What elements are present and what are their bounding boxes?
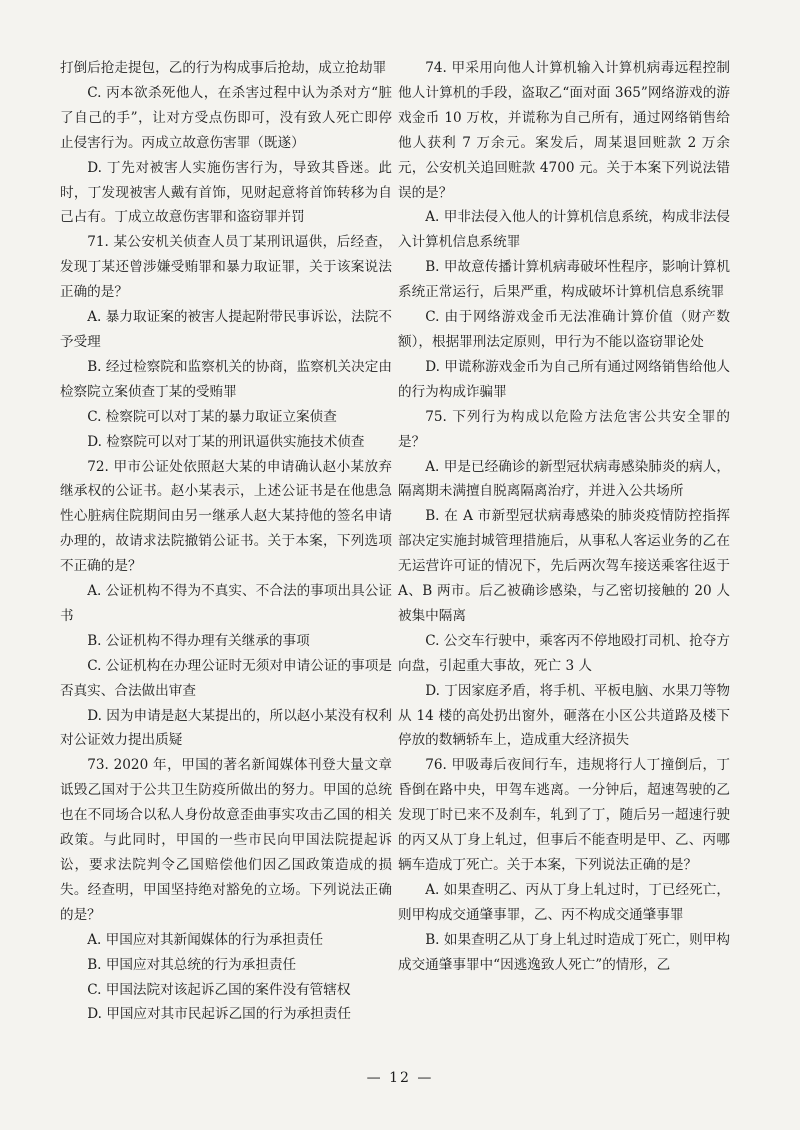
question-73-option-a: A. 甲国应对其新闻媒体的行为承担责任: [87, 931, 324, 948]
question-73: 73. 2020 年，甲国的著名新闻媒体刊登大量文章诋毁乙国对于公共卫生防疫所做出的努力。甲国的总统也在不同场合以私人身份故意歪曲事实攻击乙国的相关政策。与此同时，甲国的一些市民向甲国法院提起诉讼，要求法院判令乙国赔偿他们因乙国政策造成的损失。经查明，甲国坚持绝对豁免的立场。下列说法正确的是？: [60, 757, 392, 923]
question-75-option-b: B. 在 A 市新型冠状病毒感染的肺炎疫情防控指挥部决定实施封城管理措施后，从事私人客运业务的乙在无运营许可证的情况下，先后两次驾车接送乘客往返于 A、B 两市。后乙被确诊感染，与乙密切接触的 20 人被集中隔离: [398, 508, 730, 624]
question-76: 76. 甲吸毒后夜间行车，违规将行人丁撞倒后，丁昏倒在路中央，甲驾车逃离。一分钟后，超速驾驶的乙发现丁时已来不及刹车，轧到了丁，随后另一超速行驶的丙又从丁身上轧过，但事后不能查明是甲、乙、丙哪辆车造成丁死亡。关于本案，下列说法正确的是？: [398, 757, 730, 873]
question-75-option-d: D. 丁因家庭矛盾，将手机、平板电脑、水果刀等物从 14 楼的高处扔出窗外，砸落在小区公共道路及楼下停放的数辆轿车上，造成重大经济损失: [398, 682, 730, 749]
question-74-option-a: A. 甲非法侵入他人的计算机信息系统，构成非法侵入计算机信息系统罪: [398, 209, 730, 251]
question-74-option-d: D. 甲谎称游戏金币为自己所有通过网络销售给他人的行为构成诈骗罪: [398, 358, 730, 400]
page-number: — 12 —: [366, 1070, 434, 1086]
question-71-option-a: A. 暴力取证案的被害人提起附带民事诉讼，法院不予受理: [60, 309, 392, 350]
question-72-option-c: C. 公证机构在办理公证时无须对申请公证的事项是否真实、合法做出审查: [60, 657, 392, 699]
question-71-option-b: B. 经过检察院和监察机关的协商，监察机关决定由检察院立案侦查丁某的受贿罪: [60, 358, 392, 400]
question-75: 75. 下列行为构成以危险方法危害公共安全罪的是？: [398, 408, 730, 450]
question-74-option-c: C. 由于网络游戏金币无法准确计算价值（财产数额），根据罪刑法定原则，甲行为不能以盗窃罪论处: [398, 309, 730, 350]
paragraph-continued: 打倒后抢走提包，乙的行为构成事后抢劫，成立抢劫罪: [60, 60, 387, 76]
question-71-option-d: D. 检察院可以对丁某的刑讯逼供实施技术侦查: [87, 433, 365, 450]
question-76-option-b: B. 如果查明乙从丁身上轧过时造成丁死亡，则甲构成交通肇事罪中“因逃逸致人死亡”的情形，乙: [398, 931, 730, 973]
question-73-option-c: C. 甲国法院对该起诉乙国的案件没有管辖权: [87, 981, 351, 998]
question-74: 74. 甲采用向他人计算机输入计算机病毒远程控制他人计算机的手段，盗取乙“面对面 365”网络游戏的游戏金币 10 万枚，并谎称为自己所有，通过网络销售给他人获利 7 万余元。案发后，周某退回赃款 2 万余元，公安机关追回赃款 4700 元。关于本案下列说法错误的是？: [398, 60, 730, 201]
question-75-option-a: A. 甲是已经确诊的新型冠状病毒感染肺炎的病人，隔离期未满擅自脱离隔离治疗，并进入公共场所: [398, 458, 730, 500]
question-76-option-a: A. 如果查明乙、丙从丁身上轧过时，丁已经死亡，则甲构成交通肇事罪，乙、丙不构成交通肇事罪: [398, 881, 730, 923]
question-72-option-b: B. 公证机构不得办理有关继承的事项: [87, 632, 310, 649]
question-72: 72. 甲市公证处依照赵大某的申请确认赵小某放弃继承权的公证书。赵小某表示，上述公证书是在他患急性心脏病住院期间由另一继承人赵大某持他的签名申请办理的，故请求法院撤销公证书。关于本案，下列选项不正确的是？: [60, 458, 392, 575]
option-c: C. 丙本欲杀死他人，在杀害过程中认为杀对方“脏了自己的手”，让对方受点伤即可，没有致人死亡即停止侵害行为。丙成立故意伤害罪（既遂）: [60, 84, 392, 151]
question-71: 71. 某公安机关侦查人员丁某刑讯逼供，后经查，发现丁某还曾涉嫌受贿罪和暴力取证罪，关于该案说法正确的是？: [60, 234, 392, 301]
question-71-option-c: C. 检察院可以对丁某的暴力取证立案侦查: [87, 408, 337, 425]
question-73-option-b: B. 甲国应对其总统的行为承担责任: [87, 956, 297, 973]
question-73-option-d: D. 甲国应对其市民起诉乙国的行为承担责任: [87, 1006, 351, 1023]
question-75-option-c: C. 公交车行驶中，乘客丙不停地殴打司机、抢夺方向盘，引起重大事故，死亡 3 人: [398, 632, 730, 674]
question-72-option-d: D. 因为申请是赵大某提出的，所以赵小某没有权利对公证效力提出质疑: [60, 707, 392, 749]
right-column: [398, 56, 730, 978]
question-72-option-a: A. 公证机构不得为不真实、不合法的事项出具公证书: [60, 583, 392, 624]
option-d: D. 丁先对被害人实施伤害行为，导致其昏迷。此时，丁发现被害人戴有首饰，见财起意将首饰转移为自己占有。丁成立故意伤害罪和盗窃罪并罚: [60, 159, 392, 226]
question-74-option-b: B. 甲故意传播计算机病毒破坏性程序，影响计算机系统正常运行，后果严重，构成破坏计算机信息系统罪: [398, 259, 730, 301]
left-column: [60, 56, 392, 1027]
